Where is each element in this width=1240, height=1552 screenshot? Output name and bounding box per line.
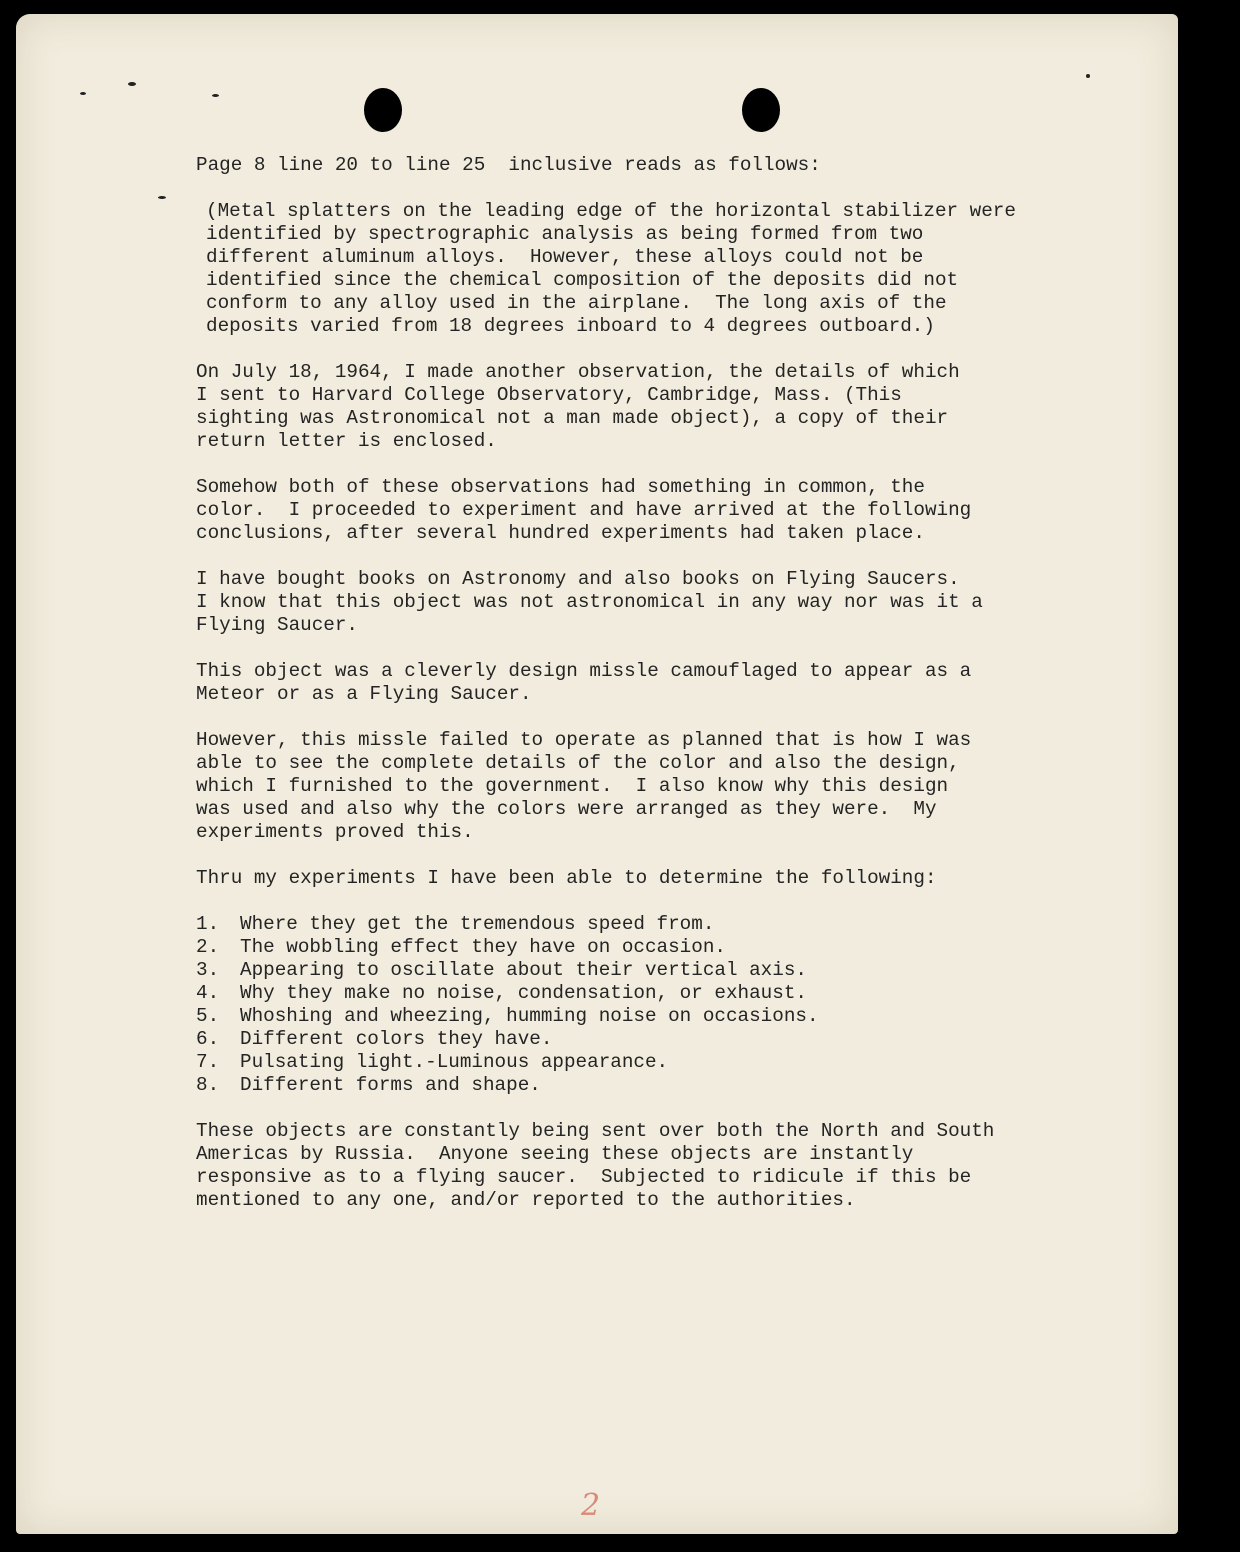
paragraph-observation — [196, 361, 1026, 453]
quote-line: identified by spectrographic analysis as being formed from two — [206, 223, 924, 245]
list-item-number: 1. — [196, 913, 220, 935]
ink-speck — [212, 94, 219, 97]
paragraph-line: responsive as to a flying saucer. Subjected to ridicule if this be — [196, 1166, 972, 1188]
ink-speck — [158, 196, 166, 199]
list-item — [196, 1028, 1026, 1051]
ink-speck — [1086, 74, 1090, 78]
list-item-text: Different forms and shape. — [240, 1074, 541, 1096]
list-item-number: 7. — [196, 1051, 220, 1073]
paragraph-line: However, this missle failed to operate as planned that is how I was — [196, 729, 972, 751]
paragraph-line: Flying Saucer. — [196, 614, 358, 636]
paragraph-line: Meteor or as a Flying Saucer. — [196, 683, 532, 705]
list-intro — [196, 867, 1026, 890]
quote-line: deposits varied from 18 degrees inboard to 4 degrees outboard.) — [206, 315, 935, 337]
paragraph-line: Americas by Russia. Anyone seeing these objects are instantly — [196, 1143, 914, 1165]
paragraph-failed — [196, 729, 1026, 844]
paragraph-line: conclusions, after several hundred experiments had taken place. — [196, 522, 925, 544]
list-item-text: Pulsating light.-Luminous appearance. — [240, 1051, 669, 1073]
quote-line: (Metal splatters on the leading edge of the horizontal stabilizer were — [206, 200, 1016, 222]
list-item-text: Where they get the tremendous speed from. — [240, 913, 715, 935]
list-item-text: Different colors they have. — [240, 1028, 553, 1050]
list-item-number: 3. — [196, 959, 220, 981]
paragraph-line: This object was a cleverly design missle camouflaged to appear as a — [196, 660, 972, 682]
paragraph-line: On July 18, 1964, I made another observation, the details of which — [196, 361, 960, 383]
findings-list — [196, 913, 1026, 1097]
paragraph-line: able to see the complete details of the color and also the design, — [196, 752, 960, 774]
ink-speck — [80, 92, 86, 95]
page-number-mark: 2 — [581, 1488, 601, 1523]
quoted-passage — [196, 200, 1026, 338]
list-item-text: Appearing to oscillate about their vertical axis. — [240, 959, 807, 981]
list-item-number: 5. — [196, 1005, 220, 1027]
list-item — [196, 959, 1026, 982]
paragraph-line: I know that this object was not astronomical in any way nor was it a — [196, 591, 983, 613]
list-item — [196, 1074, 1026, 1097]
paragraph-line: I have bought books on Astronomy and also books on Flying Saucers. — [196, 568, 960, 590]
paragraph-line: was used and also why the colors were arranged as they were. My — [196, 798, 937, 820]
list-intro-line: Thru my experiments I have been able to determine the following: — [196, 867, 937, 889]
list-item — [196, 982, 1026, 1005]
list-item-number: 2. — [196, 936, 220, 958]
paragraph-line: experiments proved this. — [196, 821, 474, 843]
list-item-number: 8. — [196, 1074, 220, 1096]
list-item-text: Why they make no noise, condensation, or exhaust. — [240, 982, 807, 1004]
paragraph-common — [196, 476, 1026, 545]
paragraph-line: Somehow both of these observations had something in common, the — [196, 476, 925, 498]
paragraph-line: which I furnished to the government. I also know why this design — [196, 775, 949, 797]
quote-line: conform to any alloy used in the airplane. The long axis of the — [206, 292, 947, 314]
list-item-number: 4. — [196, 982, 220, 1004]
list-item — [196, 1005, 1026, 1028]
paragraph-missile — [196, 660, 1026, 706]
list-item-text: The wobbling effect they have on occasion. — [240, 936, 726, 958]
ink-speck — [128, 82, 136, 86]
paragraph-books — [196, 568, 1026, 637]
paragraph-line: I sent to Harvard College Observatory, Cambridge, Mass. (This — [196, 384, 902, 406]
paragraph-line: color. I proceeded to experiment and have arrived at the following — [196, 499, 972, 521]
quote-line: identified since the chemical composition of the deposits did not — [206, 269, 959, 291]
punch-hole-left — [364, 88, 402, 132]
list-item — [196, 913, 1026, 936]
paragraph-line: return letter is enclosed. — [196, 430, 497, 452]
paragraph-line: mentioned to any one, and/or reported to the authorities. — [196, 1189, 856, 1211]
quote-line: different aluminum alloys. However, these alloys could not be — [206, 246, 924, 268]
punch-hole-right — [742, 88, 780, 132]
typed-letter-body — [196, 154, 1026, 1235]
list-item-number: 6. — [196, 1028, 220, 1050]
paragraph-line: These objects are constantly being sent over both the North and South — [196, 1120, 995, 1142]
heading-line: Page 8 line 20 to line 25 inclusive reads as follows: — [196, 154, 821, 176]
paragraph-line: sighting was Astronomical not a man made object), a copy of their — [196, 407, 949, 429]
list-item — [196, 1051, 1026, 1074]
paragraph-final — [196, 1120, 1026, 1212]
list-item — [196, 936, 1026, 959]
list-item-text: Whoshing and wheezing, humming noise on occasions. — [240, 1005, 819, 1027]
